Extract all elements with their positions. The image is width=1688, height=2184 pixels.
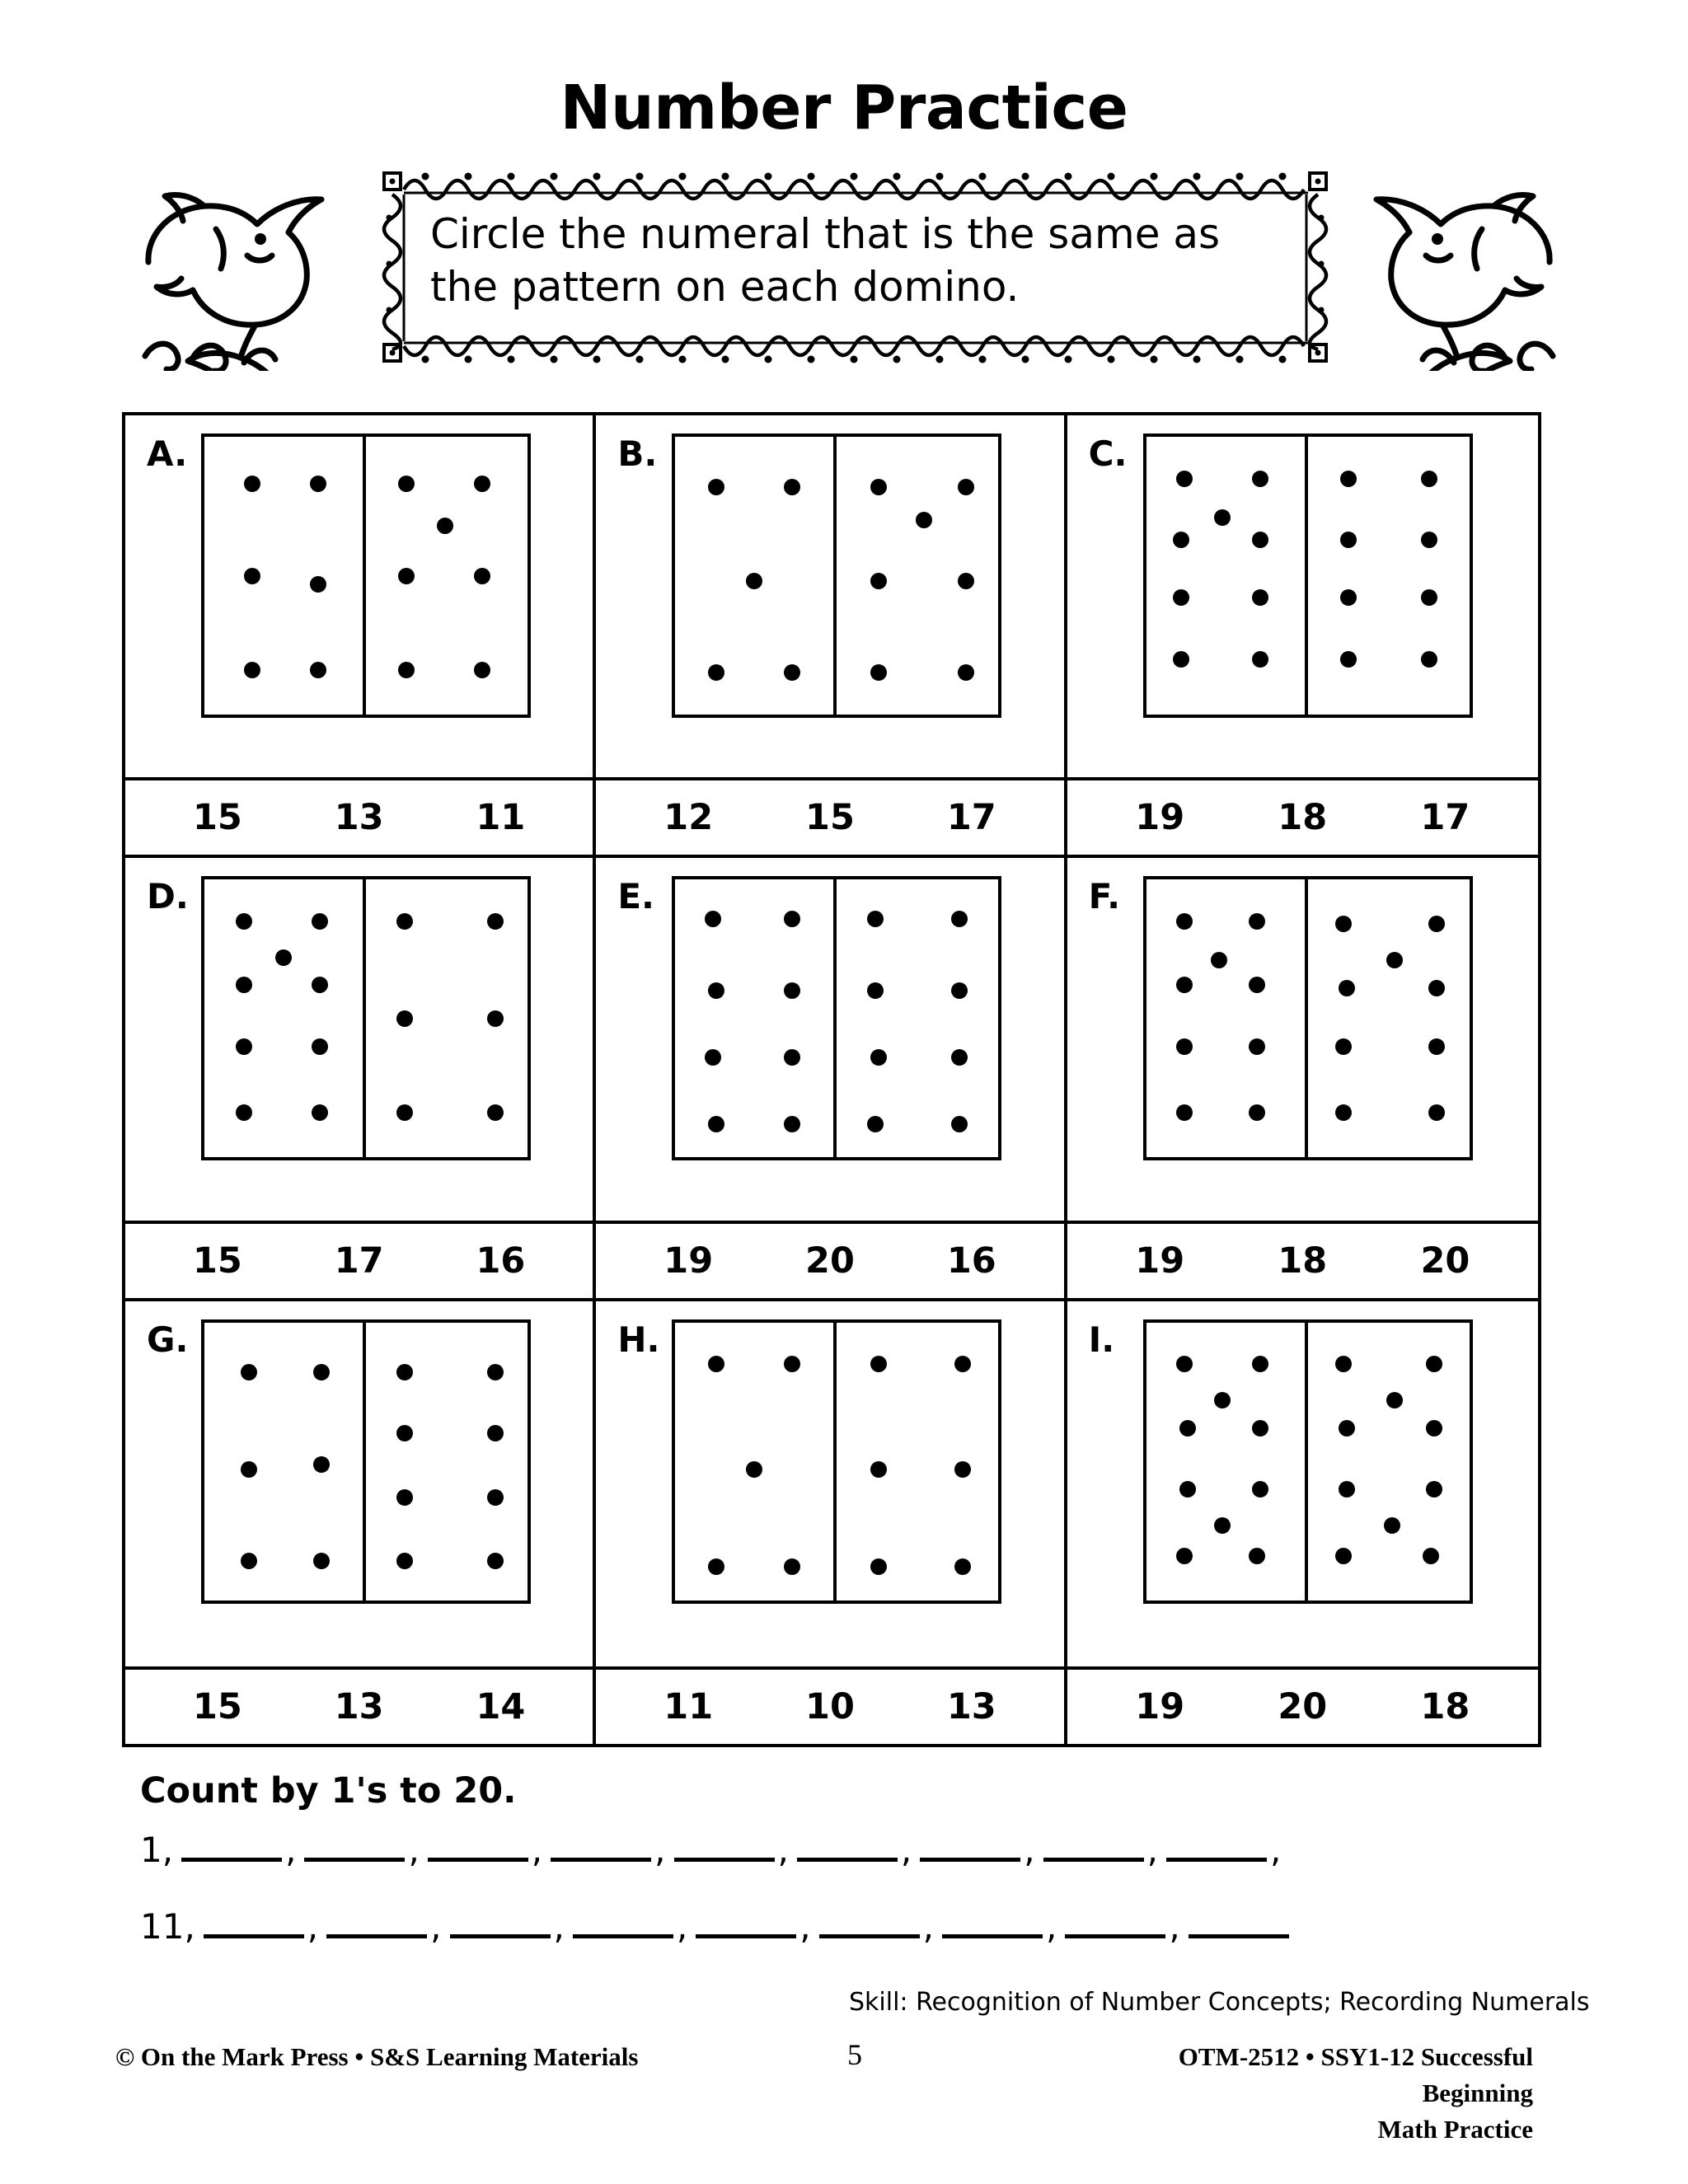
domino-pip bbox=[398, 476, 415, 492]
domino-pip bbox=[954, 1461, 971, 1478]
domino-pip bbox=[1335, 1038, 1352, 1055]
comma-separator: , bbox=[1269, 1830, 1282, 1870]
domino-pip bbox=[1249, 977, 1265, 993]
domino-pip bbox=[1176, 471, 1193, 487]
answer-options bbox=[125, 1221, 593, 1298]
problem-cell-b bbox=[596, 415, 1067, 858]
domino-pip bbox=[1421, 651, 1437, 668]
domino-pip bbox=[1335, 1356, 1352, 1372]
problem-cell-f bbox=[1067, 858, 1538, 1301]
comma-separator: , bbox=[900, 1830, 912, 1870]
domino-area bbox=[1067, 415, 1538, 777]
domino-pip bbox=[241, 1553, 257, 1569]
domino-pip bbox=[1214, 509, 1231, 526]
domino-pip bbox=[958, 573, 974, 589]
domino-pip bbox=[474, 476, 490, 492]
domino-pip bbox=[708, 1558, 724, 1575]
count-row-2-start: 11, bbox=[140, 1906, 195, 1947]
domino-pip bbox=[1252, 1420, 1268, 1436]
problem-grid bbox=[122, 412, 1541, 1747]
domino-pip bbox=[1340, 532, 1357, 548]
answer-option[interactable]: 12 bbox=[663, 797, 714, 839]
answer-option[interactable]: 11 bbox=[663, 1685, 714, 1727]
domino-pip bbox=[437, 518, 453, 534]
answer-option[interactable]: 13 bbox=[334, 1685, 384, 1727]
domino-pip bbox=[1252, 471, 1268, 487]
domino-pip bbox=[1214, 1392, 1231, 1408]
domino-pip bbox=[1426, 1356, 1442, 1372]
problem-letter: D. bbox=[147, 876, 189, 917]
domino-pip bbox=[1176, 1038, 1193, 1055]
answer-options bbox=[596, 1221, 1063, 1298]
domino-pip bbox=[1252, 1356, 1268, 1372]
domino-pip bbox=[1386, 952, 1403, 968]
count-row-1 bbox=[140, 1830, 1591, 1870]
problem-letter: C. bbox=[1088, 434, 1128, 474]
domino-pip bbox=[474, 662, 490, 678]
domino-area bbox=[1067, 1301, 1538, 1666]
answer-options bbox=[1067, 1666, 1538, 1744]
count-blank[interactable] bbox=[920, 1858, 1020, 1862]
domino-pip bbox=[1214, 1517, 1231, 1534]
domino-tile bbox=[672, 434, 1001, 718]
product-code-line-1: OTM-2512 • SSY1-12 Successful Beginning bbox=[1178, 2042, 1533, 2108]
count-blank[interactable] bbox=[1189, 1934, 1289, 1938]
domino-pip bbox=[312, 913, 328, 930]
count-blank[interactable] bbox=[1043, 1858, 1144, 1862]
domino-pip bbox=[236, 1038, 252, 1055]
instruction-text: Circle the numeral that is the same as the pattern on each domino. bbox=[430, 210, 1221, 311]
domino-half-right bbox=[837, 879, 998, 1157]
domino-half-left bbox=[675, 1323, 837, 1601]
domino-pip bbox=[241, 1364, 257, 1380]
domino-pip bbox=[244, 476, 260, 492]
domino-pip bbox=[958, 479, 974, 495]
answer-option[interactable]: 20 bbox=[1278, 1685, 1328, 1727]
domino-pip bbox=[1249, 913, 1265, 930]
domino-pip bbox=[870, 573, 887, 589]
answer-option[interactable]: 17 bbox=[1420, 797, 1470, 839]
domino-pip bbox=[396, 1010, 413, 1027]
copyright-line: © On the Mark Press • S&S Learning Materials bbox=[115, 2042, 639, 2071]
problem-letter: G. bbox=[147, 1319, 189, 1360]
domino-pip bbox=[244, 662, 260, 678]
domino-pip bbox=[867, 911, 884, 927]
comma-separator: , bbox=[285, 1830, 297, 1870]
domino-pip bbox=[1421, 532, 1437, 548]
domino-half-left bbox=[204, 437, 366, 715]
domino-pip bbox=[1428, 1038, 1445, 1055]
domino-area bbox=[596, 415, 1063, 777]
answer-option[interactable]: 19 bbox=[1135, 797, 1185, 839]
answer-option[interactable]: 15 bbox=[192, 797, 242, 839]
domino-pip bbox=[951, 1116, 968, 1132]
domino-pip bbox=[487, 1425, 504, 1441]
domino-half-left bbox=[1146, 437, 1308, 715]
domino-pip bbox=[951, 982, 968, 999]
domino-pip bbox=[244, 568, 260, 584]
count-blank[interactable] bbox=[797, 1858, 898, 1862]
comma-separator: , bbox=[922, 1906, 934, 1947]
count-blank[interactable] bbox=[1166, 1858, 1267, 1862]
count-heading: Count by 1's to 20. bbox=[140, 1770, 517, 1811]
domino-pip bbox=[1252, 651, 1268, 668]
domino-pip bbox=[784, 982, 800, 999]
answer-option[interactable]: 15 bbox=[192, 1685, 242, 1727]
domino-half-left bbox=[1146, 879, 1308, 1157]
comma-separator: , bbox=[1024, 1830, 1035, 1870]
dolphin-icon bbox=[124, 165, 363, 371]
problem-cell-h bbox=[596, 1301, 1067, 1744]
domino-pip bbox=[784, 664, 800, 681]
domino-pip bbox=[398, 568, 415, 584]
domino-pip bbox=[784, 1049, 800, 1066]
domino-pip bbox=[396, 1553, 413, 1569]
domino-pip bbox=[1173, 589, 1189, 606]
domino-pip bbox=[312, 1104, 328, 1121]
comma-separator: , bbox=[799, 1906, 811, 1947]
domino-pip bbox=[784, 911, 800, 927]
domino-pip bbox=[1176, 1548, 1193, 1564]
domino-pip bbox=[870, 1461, 887, 1478]
domino-pip bbox=[474, 568, 490, 584]
domino-pip bbox=[705, 1049, 721, 1066]
count-blank[interactable] bbox=[304, 1858, 405, 1862]
count-blank[interactable] bbox=[573, 1934, 673, 1938]
domino-half-left bbox=[675, 437, 837, 715]
domino-pip bbox=[746, 573, 762, 589]
comma-separator: , bbox=[1146, 1830, 1158, 1870]
problem-cell-c bbox=[1067, 415, 1538, 858]
domino-pip bbox=[1428, 916, 1445, 932]
domino-pip bbox=[1173, 651, 1189, 668]
domino-pip bbox=[487, 913, 504, 930]
answer-option[interactable]: 19 bbox=[663, 1240, 714, 1282]
domino-pip bbox=[396, 1489, 413, 1506]
domino-pip bbox=[1423, 1548, 1439, 1564]
answer-options bbox=[125, 777, 593, 855]
domino-area bbox=[596, 858, 1063, 1220]
domino-half-right bbox=[837, 1323, 998, 1601]
domino-pip bbox=[1176, 977, 1193, 993]
instruction-box bbox=[379, 168, 1331, 368]
domino-pip bbox=[1421, 471, 1437, 487]
problem-letter: F. bbox=[1088, 876, 1121, 917]
domino-pip bbox=[487, 1104, 504, 1121]
domino-tile bbox=[672, 1319, 1001, 1604]
domino-pip bbox=[396, 1364, 413, 1380]
domino-pip bbox=[705, 911, 721, 927]
domino-pip bbox=[870, 479, 887, 495]
domino-pip bbox=[1386, 1392, 1403, 1408]
problem-letter: H. bbox=[617, 1319, 660, 1360]
answer-option[interactable]: 17 bbox=[946, 797, 996, 839]
problem-letter: I. bbox=[1088, 1319, 1115, 1360]
domino-pip bbox=[275, 949, 292, 966]
domino-pip bbox=[746, 1461, 762, 1478]
domino-tile bbox=[672, 876, 1001, 1160]
answer-option[interactable]: 15 bbox=[192, 1240, 242, 1282]
domino-pip bbox=[487, 1010, 504, 1027]
domino-pip bbox=[784, 1356, 800, 1372]
domino-pip bbox=[784, 479, 800, 495]
domino-pip bbox=[1335, 916, 1352, 932]
count-blank[interactable] bbox=[326, 1934, 427, 1938]
domino-pip bbox=[954, 1356, 971, 1372]
domino-pip bbox=[241, 1461, 257, 1478]
domino-area bbox=[596, 1301, 1063, 1666]
answer-option[interactable]: 19 bbox=[1135, 1685, 1185, 1727]
domino-pip bbox=[1249, 1548, 1265, 1564]
comma-separator: , bbox=[408, 1830, 420, 1870]
answer-option[interactable]: 20 bbox=[1420, 1240, 1470, 1282]
answer-option[interactable]: 13 bbox=[334, 797, 384, 839]
count-row-1-blanks[interactable] bbox=[178, 1830, 1286, 1870]
domino-half-left bbox=[204, 1323, 366, 1601]
answer-option[interactable]: 14 bbox=[476, 1685, 526, 1727]
domino-pip bbox=[708, 479, 724, 495]
answer-option[interactable]: 18 bbox=[1420, 1685, 1470, 1727]
answer-options bbox=[1067, 777, 1538, 855]
answer-options bbox=[1067, 1221, 1538, 1298]
count-blank[interactable] bbox=[551, 1858, 651, 1862]
answer-option[interactable]: 18 bbox=[1278, 797, 1328, 839]
count-blank[interactable] bbox=[942, 1934, 1043, 1938]
domino-pip bbox=[784, 1116, 800, 1132]
domino-pip bbox=[396, 913, 413, 930]
count-row-1-start: 1, bbox=[140, 1830, 174, 1870]
skill-line: Skill: Recognition of Number Concepts; Recording Numerals bbox=[849, 1988, 1590, 2017]
domino-tile bbox=[1143, 1319, 1473, 1604]
count-blank[interactable] bbox=[696, 1934, 796, 1938]
domino-half-right bbox=[1308, 1323, 1470, 1601]
domino-pip bbox=[1335, 1548, 1352, 1564]
problem-cell-a bbox=[125, 415, 596, 858]
answer-option[interactable]: 13 bbox=[946, 1685, 996, 1727]
domino-area bbox=[125, 1301, 593, 1666]
domino-pip bbox=[870, 664, 887, 681]
domino-pip bbox=[958, 664, 974, 681]
domino-pip bbox=[784, 1558, 800, 1575]
problem-cell-g bbox=[125, 1301, 596, 1744]
domino-tile bbox=[201, 876, 531, 1160]
domino-pip bbox=[1211, 952, 1227, 968]
domino-pip bbox=[1340, 651, 1357, 668]
comma-separator: , bbox=[1169, 1906, 1180, 1947]
domino-pip bbox=[916, 512, 932, 528]
domino-area bbox=[125, 858, 593, 1220]
domino-pip bbox=[1339, 980, 1355, 996]
domino-pip bbox=[1421, 589, 1437, 606]
answer-option[interactable]: 18 bbox=[1278, 1240, 1328, 1282]
domino-pip bbox=[708, 1116, 724, 1132]
domino-pip bbox=[312, 1038, 328, 1055]
comma-separator: , bbox=[676, 1906, 688, 1947]
count-row-2 bbox=[140, 1906, 1591, 1947]
header-band bbox=[99, 157, 1599, 371]
domino-pip bbox=[1340, 471, 1357, 487]
domino-pip bbox=[1179, 1420, 1196, 1436]
domino-pip bbox=[708, 1356, 724, 1372]
page-number: 5 bbox=[847, 2038, 862, 2071]
domino-pip bbox=[1176, 913, 1193, 930]
domino-pip bbox=[236, 1104, 252, 1121]
domino-half-right bbox=[366, 1323, 528, 1601]
domino-pip bbox=[310, 476, 326, 492]
domino-pip bbox=[1252, 532, 1268, 548]
domino-pip bbox=[1179, 1481, 1196, 1497]
domino-pip bbox=[1249, 1038, 1265, 1055]
domino-pip bbox=[1339, 1420, 1355, 1436]
domino-pip bbox=[398, 662, 415, 678]
domino-pip bbox=[954, 1558, 971, 1575]
domino-tile bbox=[201, 434, 531, 718]
domino-pip bbox=[310, 576, 326, 593]
comma-separator: , bbox=[654, 1830, 666, 1870]
domino-half-right bbox=[366, 437, 528, 715]
dolphin-icon bbox=[1335, 165, 1574, 371]
answer-option[interactable]: 20 bbox=[805, 1240, 855, 1282]
domino-pip bbox=[708, 664, 724, 681]
count-by-ones-section bbox=[140, 1770, 1591, 1983]
domino-pip bbox=[310, 662, 326, 678]
domino-pip bbox=[1249, 1104, 1265, 1121]
comma-separator: , bbox=[307, 1906, 319, 1947]
domino-area bbox=[1067, 858, 1538, 1220]
problem-cell-i bbox=[1067, 1301, 1538, 1744]
domino-pip bbox=[487, 1489, 504, 1506]
answer-options bbox=[596, 1666, 1063, 1744]
answer-option[interactable]: 19 bbox=[1135, 1240, 1185, 1282]
domino-half-right bbox=[837, 437, 998, 715]
domino-pip bbox=[236, 913, 252, 930]
answer-option[interactable]: 15 bbox=[805, 797, 855, 839]
domino-pip bbox=[313, 1456, 330, 1473]
comma-separator: , bbox=[531, 1830, 543, 1870]
domino-pip bbox=[870, 1049, 887, 1066]
domino-pip bbox=[951, 1049, 968, 1066]
problem-cell-d bbox=[125, 858, 596, 1301]
product-code bbox=[1071, 2039, 1533, 2148]
count-blank[interactable] bbox=[450, 1934, 551, 1938]
count-blank[interactable] bbox=[674, 1858, 775, 1862]
domino-half-right bbox=[1308, 879, 1470, 1157]
product-code-line-2: Math Practice bbox=[1377, 2115, 1533, 2144]
domino-pip bbox=[313, 1553, 330, 1569]
domino-pip bbox=[487, 1553, 504, 1569]
count-row-2-blanks[interactable] bbox=[200, 1906, 1292, 1947]
domino-tile bbox=[1143, 434, 1473, 718]
domino-tile bbox=[1143, 876, 1473, 1160]
domino-pip bbox=[867, 1116, 884, 1132]
domino-area bbox=[125, 415, 593, 777]
problem-letter: A. bbox=[147, 434, 188, 474]
problem-cell-e bbox=[596, 858, 1067, 1301]
count-blank[interactable] bbox=[428, 1858, 528, 1862]
problem-letter: E. bbox=[617, 876, 654, 917]
domino-pip bbox=[312, 977, 328, 993]
domino-pip bbox=[870, 1558, 887, 1575]
answer-option[interactable]: 11 bbox=[476, 797, 526, 839]
page-footer bbox=[0, 1988, 1688, 2153]
answer-option[interactable]: 16 bbox=[476, 1240, 526, 1282]
count-blank[interactable] bbox=[819, 1934, 920, 1938]
domino-half-left bbox=[204, 879, 366, 1157]
domino-pip bbox=[313, 1364, 330, 1380]
domino-pip bbox=[1176, 1104, 1193, 1121]
answer-option[interactable]: 10 bbox=[805, 1685, 855, 1727]
domino-pip bbox=[396, 1104, 413, 1121]
domino-pip bbox=[1173, 532, 1189, 548]
domino-half-left bbox=[675, 879, 837, 1157]
answer-option[interactable]: 17 bbox=[334, 1240, 384, 1282]
domino-pip bbox=[1339, 1481, 1355, 1497]
domino-half-right bbox=[1308, 437, 1470, 715]
domino-pip bbox=[1252, 589, 1268, 606]
domino-pip bbox=[951, 911, 968, 927]
domino-pip bbox=[1426, 1481, 1442, 1497]
comma-separator: , bbox=[430, 1906, 442, 1947]
domino-pip bbox=[1335, 1104, 1352, 1121]
domino-pip bbox=[1426, 1420, 1442, 1436]
domino-pip bbox=[1428, 980, 1445, 996]
domino-pip bbox=[1428, 1104, 1445, 1121]
problem-letter: B. bbox=[617, 434, 658, 474]
answer-options bbox=[125, 1666, 593, 1744]
count-blank[interactable] bbox=[204, 1934, 304, 1938]
domino-pip bbox=[708, 982, 724, 999]
domino-tile bbox=[201, 1319, 531, 1604]
domino-pip bbox=[1340, 589, 1357, 606]
comma-separator: , bbox=[1045, 1906, 1057, 1947]
comma-separator: , bbox=[553, 1906, 565, 1947]
domino-pip bbox=[1176, 1356, 1193, 1372]
domino-pip bbox=[870, 1356, 887, 1372]
domino-pip bbox=[487, 1364, 504, 1380]
comma-separator: , bbox=[777, 1830, 789, 1870]
answer-options bbox=[596, 777, 1063, 855]
page-title: Number Practice bbox=[560, 73, 1128, 143]
domino-half-left bbox=[1146, 1323, 1308, 1601]
count-blank[interactable] bbox=[181, 1858, 282, 1862]
domino-pip bbox=[396, 1425, 413, 1441]
domino-half-right bbox=[366, 879, 528, 1157]
domino-pip bbox=[867, 982, 884, 999]
domino-pip bbox=[1384, 1517, 1400, 1534]
domino-pip bbox=[236, 977, 252, 993]
domino-pip bbox=[1252, 1481, 1268, 1497]
count-blank[interactable] bbox=[1065, 1934, 1165, 1938]
answer-option[interactable]: 16 bbox=[946, 1240, 996, 1282]
